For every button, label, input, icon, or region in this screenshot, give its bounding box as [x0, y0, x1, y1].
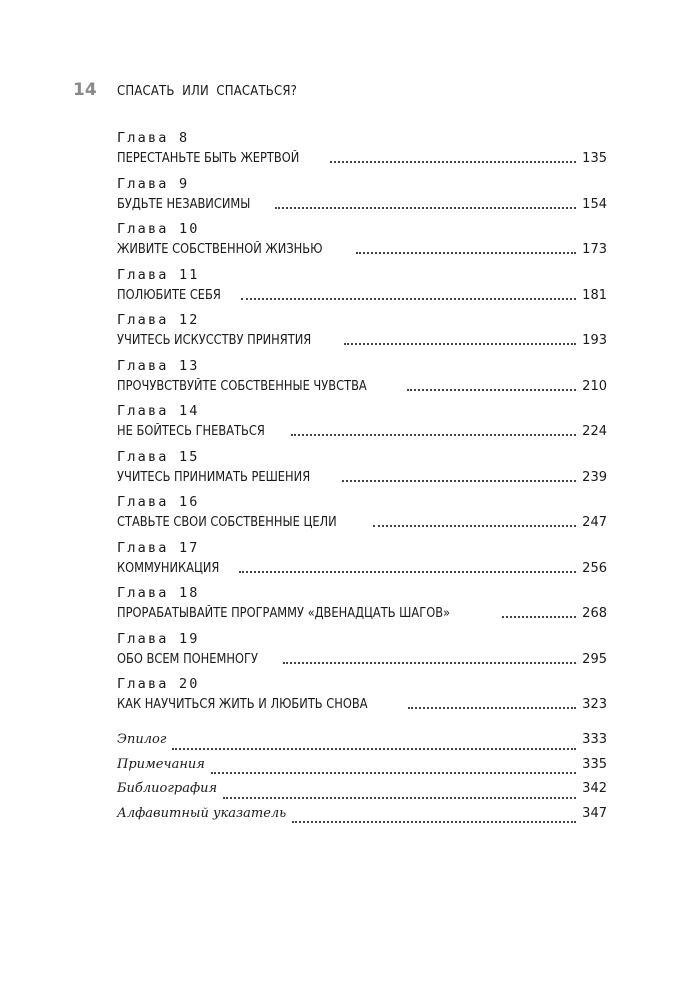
dot-leader: [408, 707, 576, 709]
toc-entry: [117, 239, 607, 259]
backmatter-title: Алфавитный указатель: [117, 805, 287, 821]
running-header: [73, 80, 317, 100]
chapter-title: КАК НАУЧИТЬСЯ ЖИТЬ И ЛЮБИТЬ СНОВА: [117, 697, 368, 712]
chapter-title: ЖИВИТЕ СОБСТВЕННОЙ ЖИЗНЬЮ: [117, 242, 323, 257]
chapter-title: СТАВЬТЕ СВОИ СОБСТВЕННЫЕ ЦЕЛИ: [117, 515, 337, 530]
toc-chapter-11: [117, 265, 607, 311]
toc-chapter-15: [117, 447, 607, 493]
chapter-label: Глава 8: [117, 130, 190, 146]
toc-chapter-16: [117, 492, 607, 538]
chapter-title: ПЕРЕСТАНЬТЕ БЫТЬ ЖЕРТВОЙ: [117, 151, 300, 166]
dot-leader: [330, 161, 576, 163]
backmatter-title: Библиография: [117, 781, 218, 797]
toc-entry: [117, 649, 607, 669]
toc-entry: [117, 194, 607, 214]
toc-chapter-14: [117, 401, 607, 447]
toc-entry: [117, 694, 607, 714]
toc-entry: [117, 421, 607, 441]
dot-leader: [344, 343, 576, 345]
toc-entry: [117, 376, 607, 396]
dot-leader: [223, 797, 576, 799]
backmatter-page: 335: [582, 756, 607, 772]
dot-leader: [211, 772, 576, 774]
dot-leader: [239, 571, 576, 573]
toc-entry-bibliography: [117, 779, 607, 804]
toc-entry: [117, 330, 607, 350]
chapter-title: УЧИТЕСЬ ИСКУССТВУ ПРИНЯТИЯ: [117, 333, 312, 348]
chapter-label: Глава 11: [117, 266, 200, 283]
chapter-label: Глава 15: [117, 448, 200, 465]
backmatter-title: Примечания: [117, 756, 205, 772]
toc-chapter-12: [117, 310, 607, 356]
chapter-label: Глава 17: [117, 539, 200, 556]
chapter-page: 210: [582, 378, 607, 394]
chapter-page: 193: [582, 333, 607, 348]
chapter-title: НЕ БОЙТЕСЬ ГНЕВАТЬСЯ: [117, 424, 265, 439]
chapter-label: Глава 20: [117, 676, 200, 692]
chapter-page: 173: [582, 242, 607, 257]
toc-chapter-19: [117, 629, 607, 675]
toc-entry: [117, 285, 607, 305]
backmatter-list: [117, 730, 607, 828]
toc-chapter-17: [117, 538, 607, 584]
toc-chapter-20: [117, 674, 607, 720]
chapter-page: 224: [582, 424, 607, 439]
toc-entry: [117, 467, 607, 487]
dot-leader: [172, 748, 576, 750]
chapter-page: 154: [582, 196, 607, 212]
chapter-label: Глава 16: [117, 494, 200, 510]
chapter-page: 239: [582, 469, 607, 485]
chapter-page: 135: [582, 151, 607, 166]
chapter-label: Глава 19: [117, 630, 200, 647]
toc-entry: [117, 603, 607, 623]
toc-chapter-8: [117, 128, 607, 174]
chapter-title: БУДЬТЕ НЕЗАВИСИМЫ: [117, 196, 251, 212]
toc-entry-epilogue: [117, 730, 607, 755]
toc-chapter-10: [117, 219, 607, 265]
chapter-label: Глава 10: [117, 221, 200, 237]
chapter-page: 268: [582, 606, 607, 621]
dot-leader: [502, 616, 577, 618]
toc-chapter-9: [117, 174, 607, 220]
dot-leader: [275, 207, 577, 209]
chapter-page: 295: [582, 651, 607, 667]
chapter-title: УЧИТЕСЬ ПРИНИМАТЬ РЕШЕНИЯ: [117, 469, 311, 485]
toc-entry-notes: [117, 755, 607, 780]
chapter-page: 181: [582, 287, 607, 303]
toc-chapter-13: [117, 356, 607, 402]
chapter-page: 256: [582, 560, 607, 576]
chapter-title: ПРОЧУВСТВУЙТЕ СОБСТВЕННЫЕ ЧУВСТВА: [117, 378, 367, 394]
chapter-label: Глава 18: [117, 585, 200, 601]
page-number: 14: [73, 80, 97, 100]
chapter-page: 247: [582, 515, 607, 530]
dot-leader: [241, 298, 576, 300]
toc-entry: [117, 148, 607, 168]
dot-leader: [356, 252, 576, 254]
chapter-title: ПОЛЮБИТЕ СЕБЯ: [117, 287, 221, 303]
table-of-contents: [117, 128, 607, 720]
backmatter-page: 347: [582, 805, 607, 821]
backmatter-title: Эпилог: [117, 732, 167, 747]
chapter-title: ПРОРАБАТЫВАЙТЕ ПРОГРАММУ «ДВЕНАДЦАТЬ ШАГОВ»: [117, 606, 451, 621]
toc-entry-index: [117, 804, 607, 829]
backmatter-page: 333: [582, 732, 607, 747]
toc-entry: [117, 512, 607, 532]
chapter-label: Глава 13: [117, 357, 200, 374]
dot-leader: [291, 434, 576, 436]
chapter-page: 323: [582, 697, 607, 712]
backmatter-page: 342: [582, 781, 607, 797]
chapter-label: Глава 9: [117, 175, 190, 192]
running-title: СПАСАТЬ ИЛИ СПАСАТЬСЯ?: [117, 84, 298, 99]
dot-leader: [407, 389, 576, 391]
dot-leader: [373, 525, 576, 527]
dot-leader: [292, 821, 576, 823]
toc-chapter-18: [117, 583, 607, 629]
chapter-title: ОБО ВСЕМ ПОНЕМНОГУ: [117, 651, 258, 667]
dot-leader: [283, 662, 576, 664]
chapter-label: Глава 14: [117, 403, 200, 419]
chapter-label: Глава 12: [117, 312, 200, 328]
dot-leader: [342, 480, 576, 482]
chapter-title: КОММУНИКАЦИЯ: [117, 560, 220, 576]
toc-entry: [117, 558, 607, 578]
